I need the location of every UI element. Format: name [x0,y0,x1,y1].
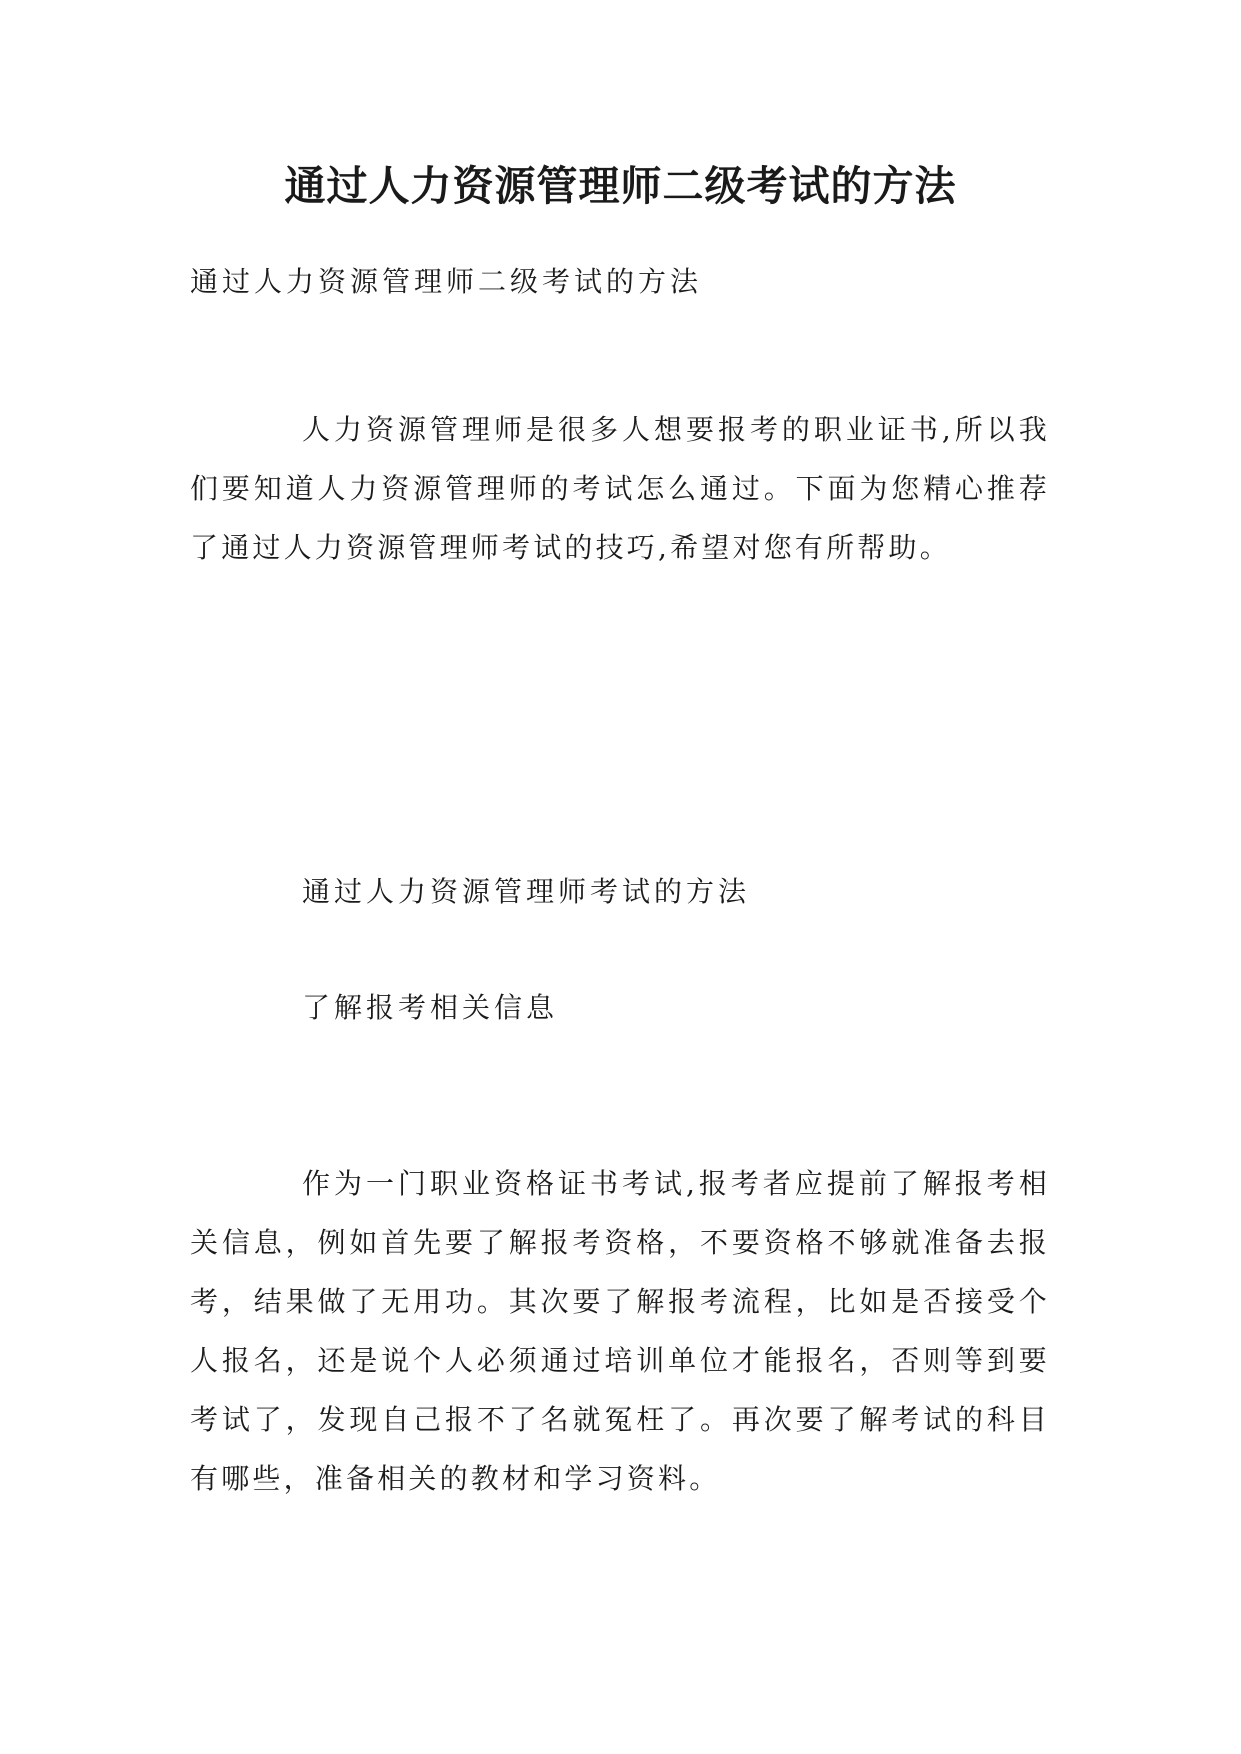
intro-paragraph: 人力资源管理师是很多人想要报考的职业证书,所以我们要知道人力资源管理师的考试怎么通过。下面为您精心推荐了通过人力资源管理师考试的技巧,希望对您有所帮助。 [190,413,1050,564]
document-title: 通过人力资源管理师二级考试的方法 [284,162,957,210]
document-subtitle: 通过人力资源管理师二级考试的方法 [190,265,703,298]
section-heading: 通过人力资源管理师考试的方法 [302,875,751,908]
subsection-heading: 了解报考相关信息 [302,991,559,1024]
body-paragraph: 作为一门职业资格证书考试,报考者应提前了解报考相关信息，例如首先要了解报考资格，不要资格不够就准备去报考，结果做了无用功。其次要了解报考流程，比如是否接受个人报名，还是说个人必须通过培训单位才能报名，否则等到要考试了，发现自己报不了名就冤枉了。再次要了解考试的科目有哪些，准备相关的教材和学习资料。 [190,1167,1050,1495]
